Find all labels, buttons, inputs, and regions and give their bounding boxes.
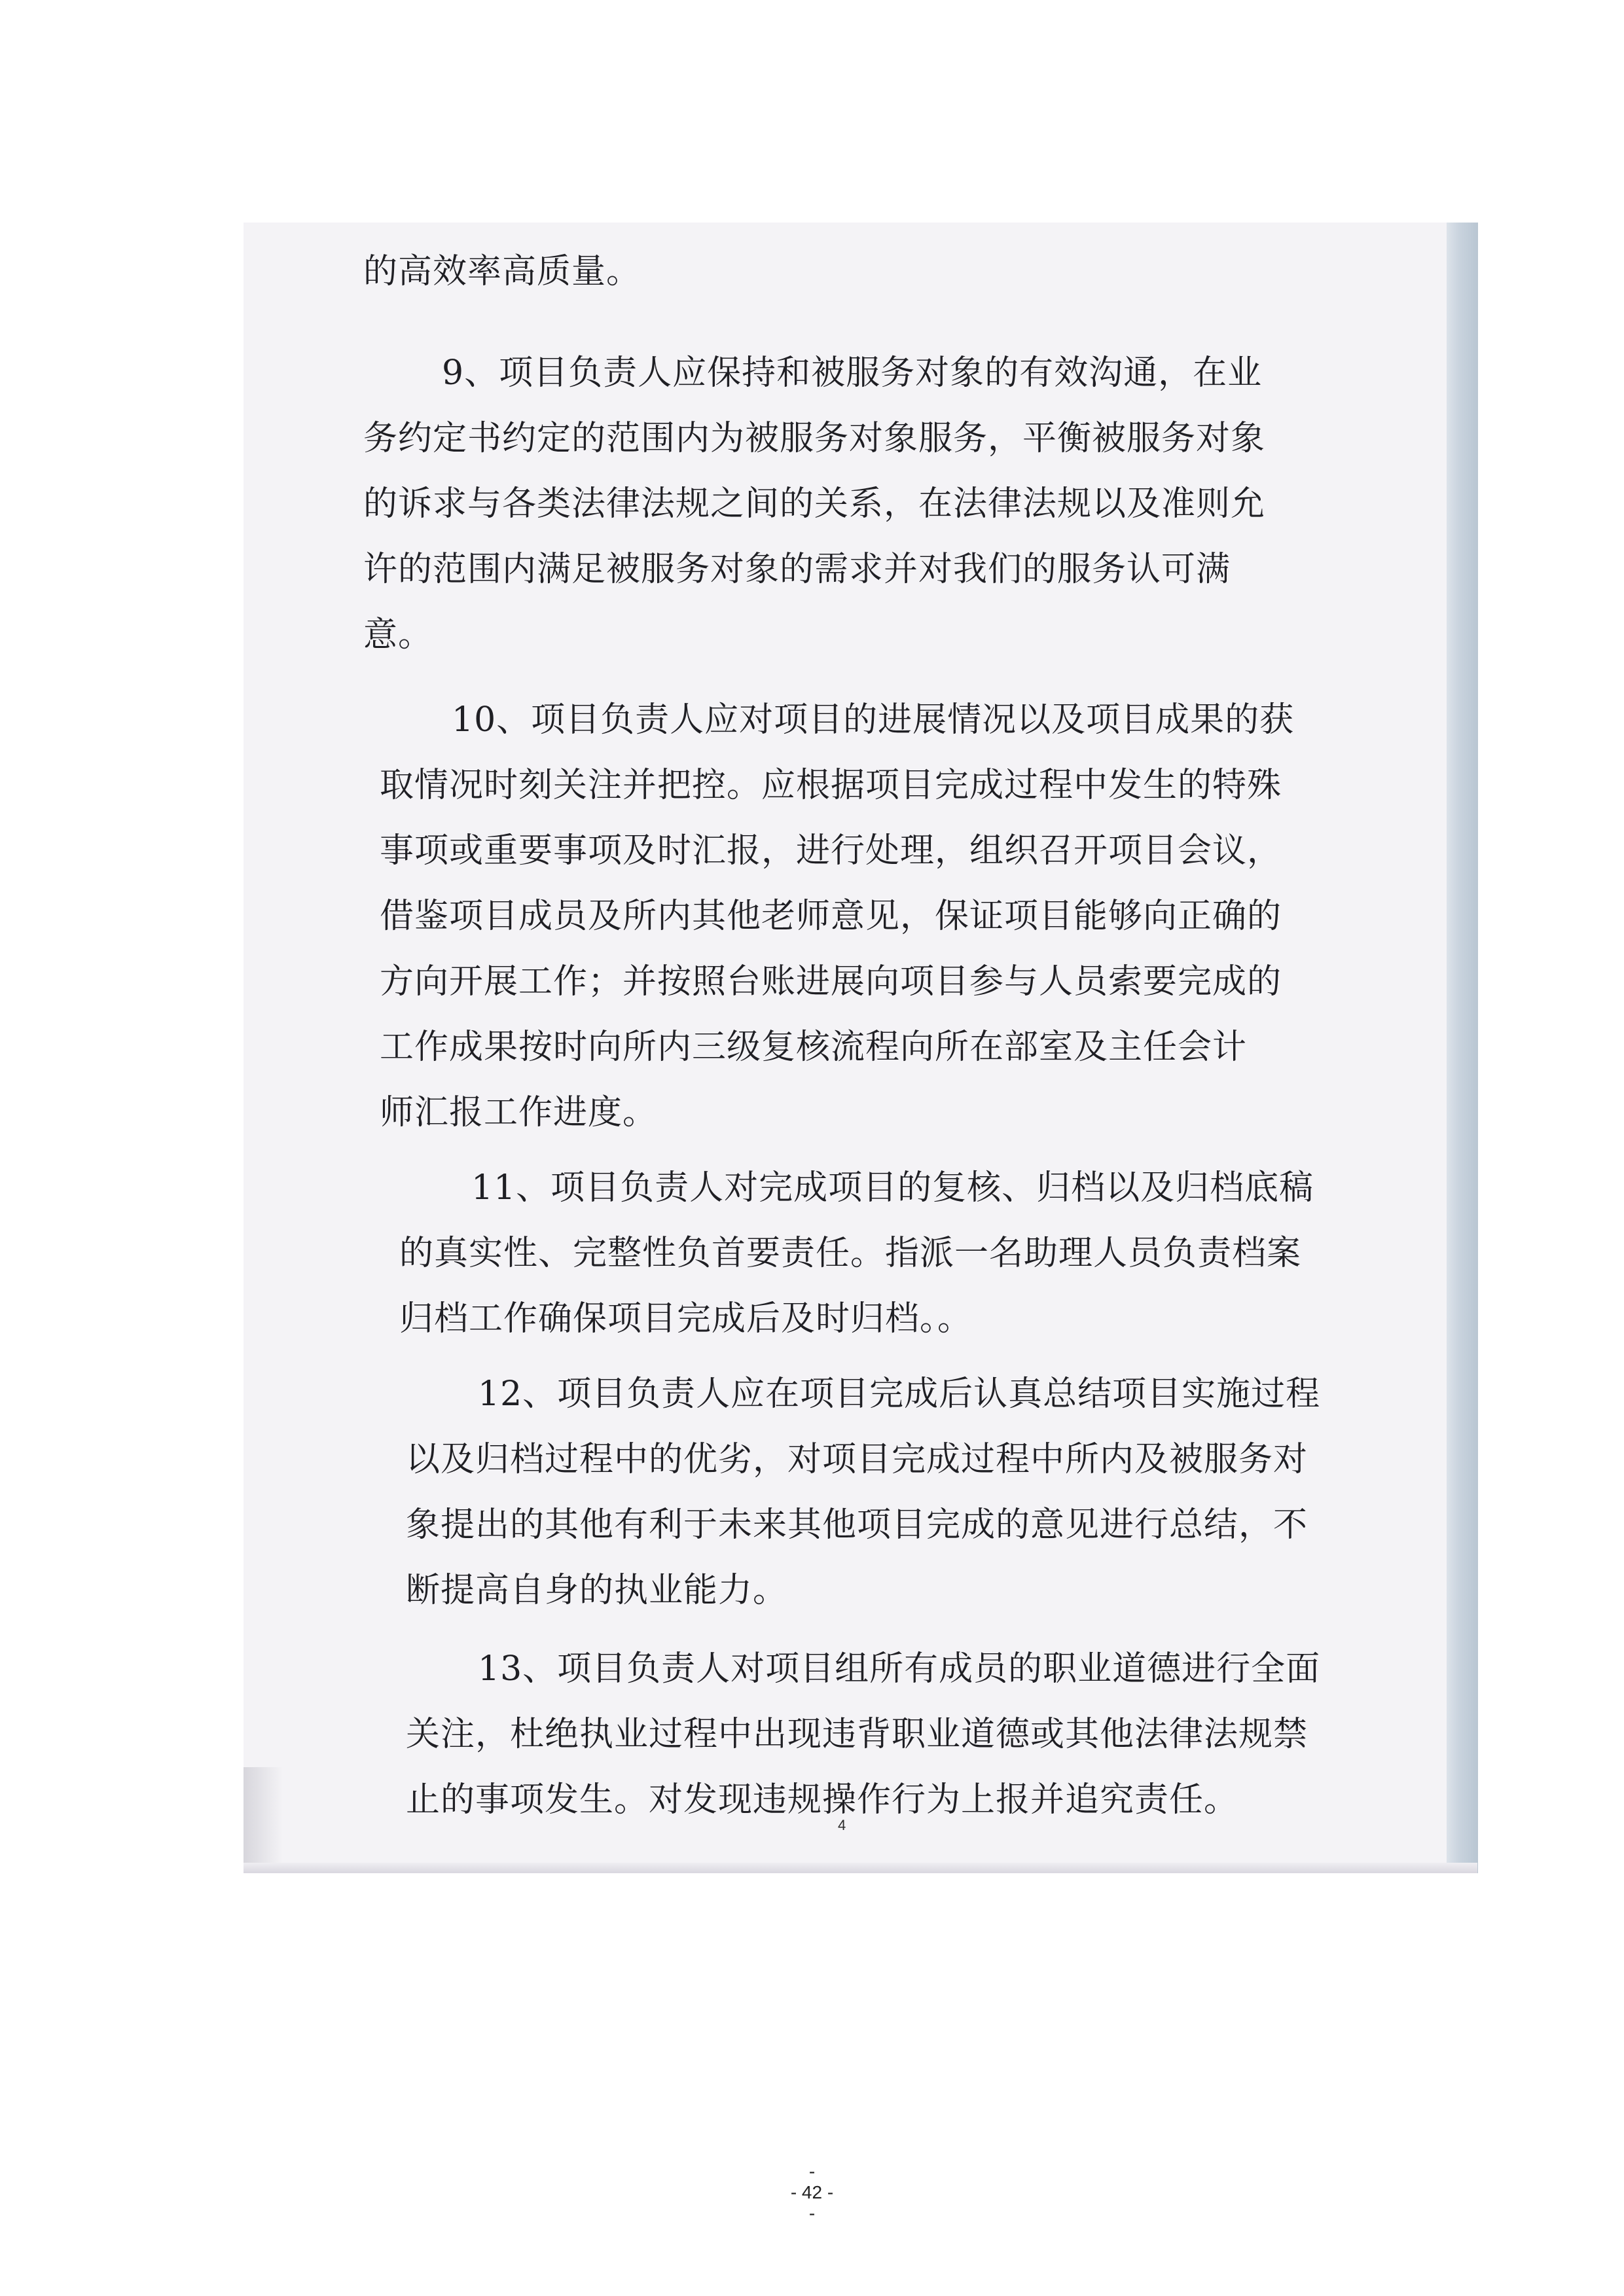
scan-bottom-edge	[244, 1863, 1477, 1873]
text-line: 10、项目负责人应对项目的进展情况以及项目成果的获	[452, 700, 1295, 740]
inner-page-number: 4	[838, 1817, 846, 1833]
text-line: 的诉求与各类法律法规之间的关系，在法律法规以及准则允	[363, 484, 1266, 524]
text-line: 止的事项发生。对发现违规操作行为上报并追究责任。	[406, 1780, 1239, 1820]
text-line: 11、项目负责人对完成项目的复核、归档以及归档底稿	[471, 1168, 1314, 1208]
text-line: 12、项目负责人应在项目完成后认真总结项目实施过程	[478, 1374, 1321, 1414]
text-line: 的真实性、完整性负首要责任。指派一名助理人员负责档案	[399, 1234, 1302, 1273]
text-line: 取情况时刻关注并把控。应根据项目完成过程中发生的特殊	[380, 766, 1282, 805]
text-line: 象提出的其他有利于未来其他项目完成的意见进行总结，不	[406, 1505, 1308, 1545]
text-line: 许的范围内满足被服务对象的需求并对我们的服务认可满	[363, 550, 1231, 589]
text-line: 9、项目负责人应保持和被服务对象的有效沟通，在业	[442, 353, 1263, 393]
text-line: 13、项目负责人对项目组所有成员的职业道德进行全面	[478, 1649, 1321, 1689]
text-line: 工作成果按时向所内三级复核流程向所在部室及主任会计	[380, 1028, 1248, 1067]
scan-shadow	[244, 1767, 283, 1873]
text-line: 意。	[363, 615, 433, 655]
text-line: 的高效率高质量。	[363, 252, 641, 291]
text-line: 师汇报工作进度。	[380, 1093, 658, 1132]
footer-dash-bottom: -	[808, 2203, 816, 2223]
footer-dash-top: -	[808, 2161, 816, 2181]
text-line: 借鉴项目成员及所内其他老师意见，保证项目能够向正确的	[380, 897, 1282, 936]
text-line: 断提高自身的执业能力。	[406, 1571, 788, 1610]
text-line: 归档工作确保项目完成后及时归档。。	[399, 1299, 973, 1338]
scan-edge	[1447, 223, 1478, 1873]
text-line: 以及归档过程中的优劣，对项目完成过程中所内及被服务对	[406, 1440, 1308, 1479]
text-line: 方向开展工作；并按照台账进展向项目参与人员索要完成的	[380, 962, 1282, 1001]
text-line: 务约定书约定的范围内为被服务对象服务，平衡被服务对象	[363, 419, 1266, 458]
text-line: 关注，杜绝执业过程中出现违背职业道德或其他法律法规禁	[406, 1715, 1308, 1754]
footer-page-number: - 42 -	[790, 2182, 834, 2202]
text-line: 事项或重要事项及时汇报，进行处理，组织召开项目会议，	[380, 831, 1282, 870]
